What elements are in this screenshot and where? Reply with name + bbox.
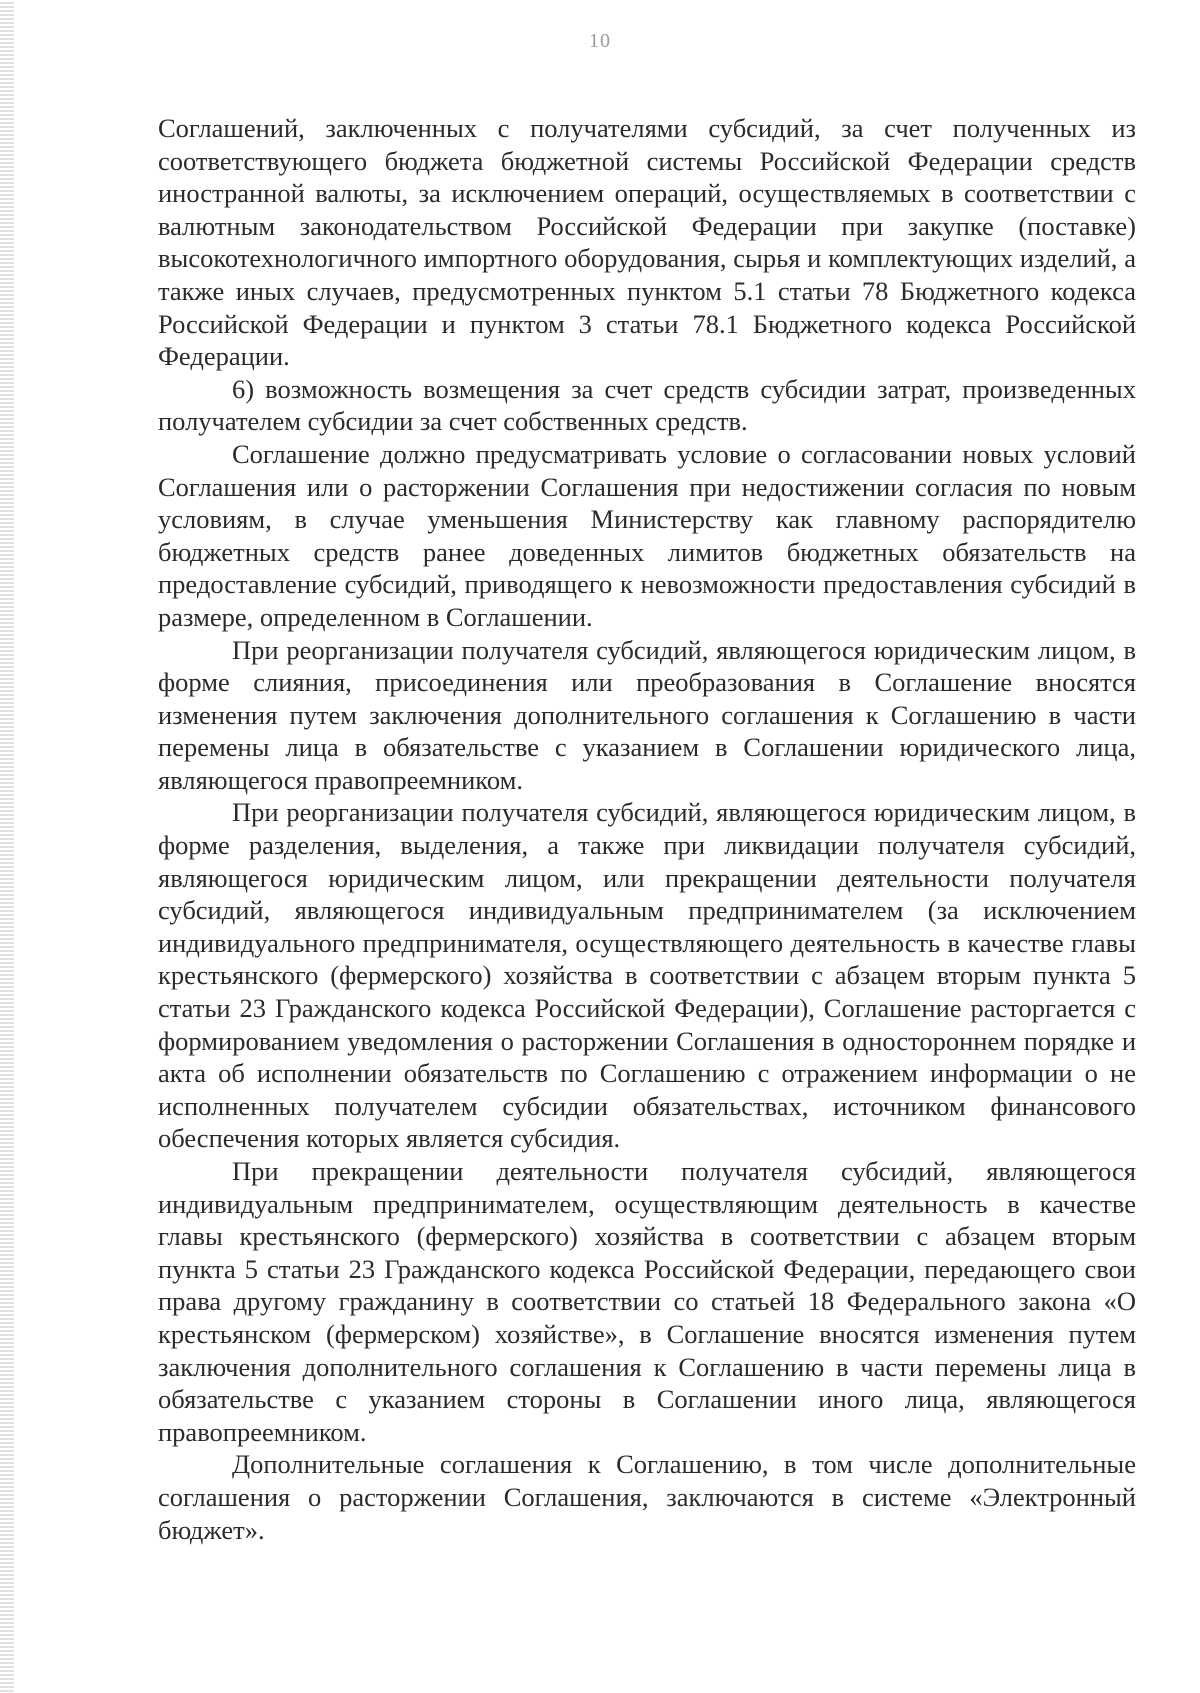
paragraph-continuation: Соглашений, заключенных с получателями субсидий, за счет полученных из соответствующего бюджета бюджетной системы Российской Федерации средств иностранной валюты, за исключением операций, осуществляемых в соответствии с валютным законодательством Российской Федерации при закупке (поставке) высокотехнологичного импортного оборудования, сырья и комплектующих изделий, а также иных случаев, предусмотренных пунктом 5.1 статьи 78 Бюджетного кодекса Российской Федерации и пунктом 3 статьи 78.1 Бюджетного кодекса Российской Федерации. xyxy=(158,113,1136,372)
paragraph-reorganization-division: При реорганизации получателя субсидий, являющегося юридическим лицом, в форме разделения, выделения, а также при ликвидации получателя субсидий, являющегося юридическим лицом, или прекращении деятельности получателя субсидий, являющегося индивидуальным предпринимателем (за исключением индивидуального предпринимателя, осуществляющего деятельность в качестве главы крестьянского (фермерского) хозяйства в соответствии с абзацем вторым пункта 5 статьи 23 Гражданского кодекса Российской Федерации), Соглашение расторгается с формированием уведомления о расторжении Соглашения в одностороннем порядке и акта об исполнении обязательств по Соглашению с отражением информации о не исполненных получателем субсидии обязательствах, источником финансового обеспечения которых является субсидия. xyxy=(158,797,1136,1154)
document-body xyxy=(158,112,1136,1546)
paragraph-additional-agreements: Дополнительные соглашения к Соглашению, в том числе дополнительные соглашения о расторжении Соглашения, заключаются в системе «Электронный бюджет». xyxy=(158,1449,1136,1545)
paragraph-agreement-conditions: Соглашение должно предусматривать условие о согласовании новых условий Соглашения или о расторжении Соглашения при недостижении согласия по новым условиям, в случае уменьшения Министерству как главному распорядителю бюджетных средств ранее доведенных лимитов бюджетных обязательств на предоставление субсидий, приводящего к невозможности предоставления субсидий в размере, определенном в Соглашении. xyxy=(158,438,1136,632)
paragraph-item-6: 6) возможность возмещения за счет средств субсидии затрат, произведенных получателем субсидии за счет собственных средств. xyxy=(158,373,1136,437)
page-number: 10 xyxy=(589,30,611,52)
paragraph-termination-entrepreneur: При прекращении деятельности получателя субсидий, являющегося индивидуальным предпринимателем, осуществляющим деятельность в качестве главы крестьянского (фермерского) хозяйства в соответствии с абзацем вторым пункта 5 статьи 23 Гражданского кодекса Российской Федерации, передающего свои права другому гражданину в соответствии со статьей 18 Федерального закона «О крестьянском (фермерском) хозяйстве», в Соглашение вносятся изменения путем заключения дополнительного соглашения к Соглашению в части перемены лица в обязательстве с указанием стороны в Соглашении иного лица, являющегося правопреемником. xyxy=(158,1156,1136,1447)
paragraph-reorganization-merger: При реорганизации получателя субсидий, являющегося юридическим лицом, в форме слияния, присоединения или преобразования в Соглашение вносятся изменения путем заключения дополнительного соглашения к Соглашению в части перемены лица в обязательстве с указанием в Соглашении юридического лица, являющегося правопреемником. xyxy=(158,634,1136,795)
scan-edge-artifact xyxy=(0,0,14,1693)
